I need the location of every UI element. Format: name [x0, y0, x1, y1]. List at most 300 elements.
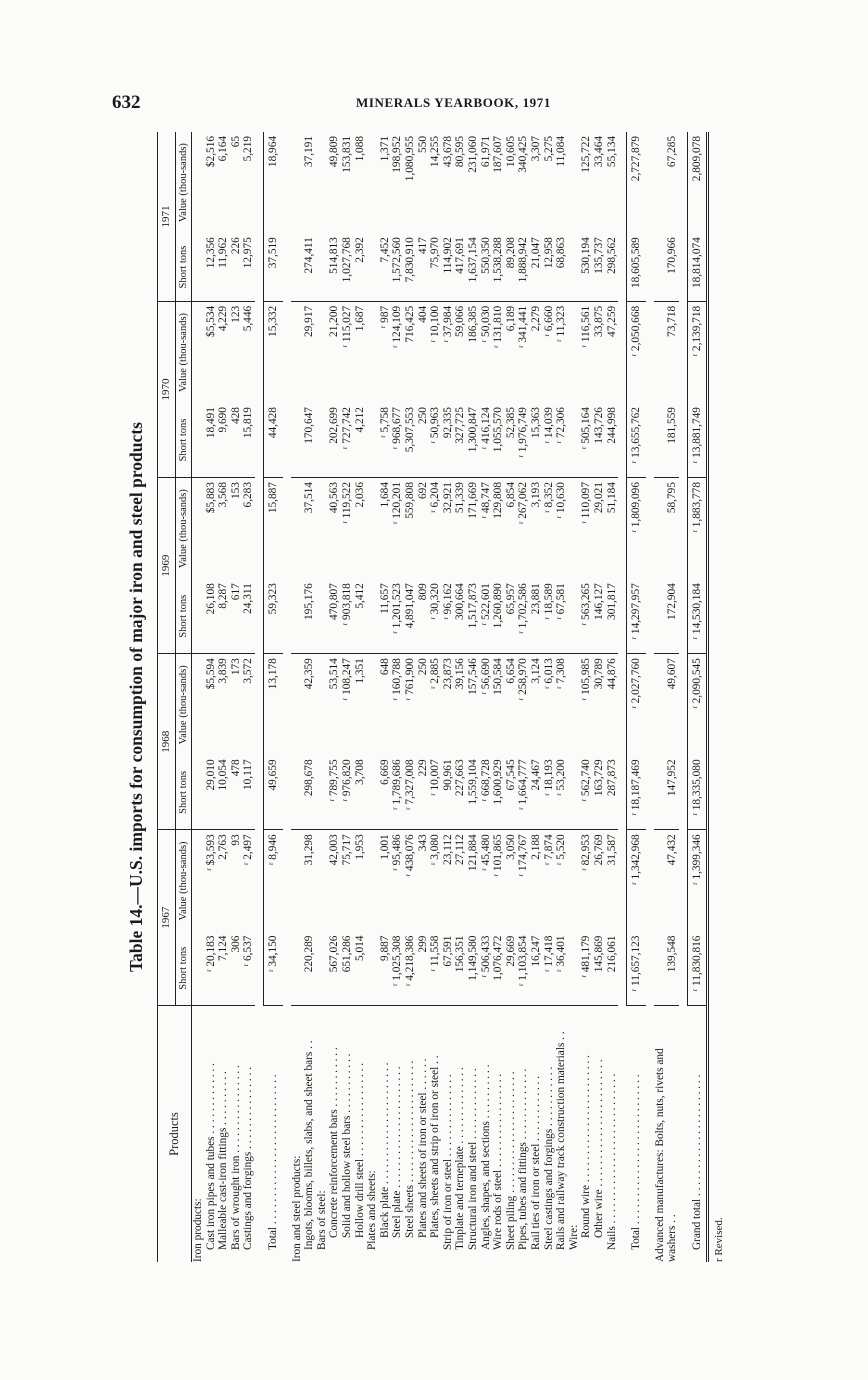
cell-short-tons: 172,904 — [654, 579, 679, 653]
cell-short-tons: ʳ 727,742 — [341, 403, 354, 477]
table-row — [379, 132, 392, 1262]
cell-value: ʳ 1,883,778 — [687, 478, 708, 580]
row-label: Total . . . . . . . . . . . . . . . . . . . . . . . . . . . — [264, 1006, 283, 1263]
cell-short-tons: ʳ 1,976,749 — [517, 403, 530, 477]
cell-short-tons: ʳ 7,327,008 — [404, 755, 417, 829]
cell-short-tons: ʳ 67,581 — [555, 579, 568, 653]
cell-value: ʳ 110,097 — [580, 482, 593, 524]
table-row — [417, 132, 430, 1262]
cell-short-tons: ʳ 36,401 — [555, 935, 568, 972]
cell-value — [316, 301, 329, 403]
rotated-table-frame — [120, 132, 784, 1262]
cell-value: 187,607 — [492, 136, 505, 173]
cell-value: 1,351 — [353, 658, 366, 684]
cell-short-tons: 18,814,074 — [687, 233, 708, 301]
cell-value — [192, 132, 205, 233]
row-label: Strip of iron or steel . . . . . . . . . . . . . . . — [442, 1006, 455, 1263]
cell-short-tons: 1,572,560 — [391, 233, 404, 301]
cell-value: 15,887 — [264, 478, 283, 580]
cell-short-tons: 67,545 — [505, 755, 518, 829]
cell-value: ʳ 2,497 — [242, 834, 255, 866]
cell-value: ʳ 56,690 — [479, 658, 492, 695]
cell-short-tons: 651,286 — [341, 935, 354, 973]
cell-short-tons: 530,194 — [580, 233, 593, 301]
cell-short-tons: 24,311 — [242, 579, 255, 653]
cell-short-tons: 26,108 — [205, 579, 218, 653]
cell-value: ʳ 7,308 — [555, 658, 568, 689]
row-label: Solid and hollow steel bars . . . . . . . . . . . — [341, 1006, 354, 1263]
cell-short-tons: ʳ 20,183 — [204, 935, 217, 972]
cell-short-tons: 12,975 — [242, 233, 255, 301]
cell-short-tons: 227,663 — [454, 755, 467, 829]
cell-short-tons — [568, 579, 581, 653]
row-label: Concrete reinforcement bars . . . . . . . . . . . — [328, 1006, 341, 1263]
cell-value: 30,789 — [592, 658, 605, 690]
cell-value — [568, 654, 581, 756]
cell-short-tons: 146,127 — [593, 579, 606, 653]
cell-short-tons: ʳ 506,433 — [479, 935, 492, 978]
cell-value — [316, 830, 329, 932]
table-row — [517, 132, 530, 1262]
cell-value: 648 — [378, 658, 391, 676]
cell-value: 173 — [229, 658, 242, 676]
cell-value: ʳ 11,323 — [555, 305, 568, 342]
table-row — [316, 132, 329, 1262]
cell-value: 42,359 — [303, 658, 316, 690]
cell-short-tons — [316, 403, 329, 477]
cell-short-tons: 298,678 — [303, 755, 316, 829]
cell-short-tons: 12,356 — [205, 233, 218, 301]
table-row — [205, 132, 218, 1262]
cell-short-tons: ʳ 34,150 — [264, 932, 283, 1006]
cell-value: 32,921 — [441, 482, 454, 514]
cell-short-tons: ʳ 13,881,749 — [687, 403, 708, 477]
cell-value: 2,279 — [529, 305, 542, 332]
cell-value: 15,332 — [264, 301, 283, 403]
cell-value: ʳ 45,480 — [479, 834, 492, 871]
year-header-1969: 1969 — [158, 478, 176, 654]
row-label: Iron and steel products: — [291, 1006, 304, 1263]
cell-value — [366, 301, 379, 403]
table-row — [442, 132, 455, 1262]
cell-short-tons: 170,966 — [654, 233, 679, 301]
cell-short-tons: 67,591 — [441, 935, 454, 967]
table-row — [192, 132, 205, 1262]
row-label: Bars of wrought iron . . . . . . . . . . . . . . . . — [230, 1006, 243, 1263]
cell-short-tons: 15,363 — [530, 403, 543, 477]
cell-value: 39,156 — [454, 658, 467, 690]
cell-short-tons: ʳ 53,200 — [555, 755, 568, 829]
cell-short-tons: ʳ 968,677 — [391, 403, 404, 477]
cell-value: 171,669 — [466, 482, 479, 519]
cell-short-tons: 1,055,570 — [492, 403, 505, 477]
cell-short-tons: ʳ 11,558 — [429, 935, 442, 972]
cell-value: 231,060 — [466, 136, 479, 173]
table-row — [627, 132, 646, 1262]
cell-short-tons: 156,351 — [454, 935, 467, 973]
cell-value: 2,763 — [217, 834, 230, 860]
subheader-value: Value (thou-sands) — [175, 478, 192, 580]
cell-value: 53,514 — [328, 658, 341, 690]
cell-value — [291, 478, 304, 580]
cell-short-tons — [192, 579, 205, 653]
cell-value: 21,200 — [328, 305, 341, 337]
cell-value: 3,307 — [529, 136, 542, 162]
cell-short-tons — [291, 755, 304, 829]
cell-value: 1,088 — [353, 136, 366, 162]
cell-short-tons: 16,247 — [529, 935, 542, 967]
cell-value: 93 — [229, 834, 242, 846]
cell-short-tons: 1,637,154 — [467, 233, 480, 301]
cell-value: 59,066 — [454, 305, 467, 337]
cell-short-tons: 301,817 — [606, 579, 619, 653]
cell-short-tons: 65,957 — [505, 579, 518, 653]
cell-value: 1,687 — [353, 305, 366, 332]
page-number: 632 — [112, 92, 141, 113]
cell-value: $5,594 — [204, 658, 217, 690]
cell-short-tons: 202,699 — [328, 403, 341, 477]
cell-short-tons: 1,600,929 — [492, 755, 505, 829]
cell-short-tons: 567,026 — [328, 935, 341, 973]
cell-short-tons: 90,961 — [442, 755, 455, 829]
cell-short-tons: 139,548 — [666, 935, 679, 973]
row-label: Steel castings and forgings . . . . . . . . . . . — [543, 1006, 556, 1263]
cell-value: ʳ 10,630 — [555, 482, 568, 519]
subheader-short-tons: Short tons — [175, 233, 192, 301]
table-row — [555, 132, 568, 1262]
cell-short-tons: 5,014 — [353, 935, 366, 961]
cell-short-tons: 52,385 — [505, 403, 518, 477]
cell-value: 10,605 — [504, 136, 517, 168]
cell-value: ʳ 8,352 — [542, 482, 555, 513]
cell-value: 2,188 — [529, 834, 542, 860]
cell-value: ʳ 50,030 — [479, 305, 492, 343]
cell-short-tons: 18,605,589 — [627, 233, 646, 301]
table-row — [618, 132, 627, 1262]
subheader-short-tons: Short tons — [175, 579, 192, 653]
row-label: Rails and railway track construction materials . . — [555, 1006, 568, 1263]
cell-short-tons — [192, 932, 205, 1006]
cell-value: ʳ 6,204 — [429, 482, 442, 513]
cell-value: ʳ 5,520 — [555, 834, 568, 866]
table-row — [480, 132, 493, 1262]
cell-short-tons: ʳ 11,830,816 — [687, 932, 708, 1006]
cell-value: 1,001 — [378, 834, 391, 860]
cell-short-tons — [366, 755, 379, 829]
cell-short-tons: ʳ 416,124 — [480, 403, 493, 477]
cell-short-tons: 1,076,472 — [492, 935, 505, 981]
cell-short-tons: 5,412 — [354, 579, 367, 653]
row-label: Tinplate and terneplate . . . . . . . . . . . . . . — [454, 1006, 467, 1263]
cell-short-tons: 229 — [417, 755, 430, 829]
cell-value: 65 — [229, 136, 242, 148]
cell-value: 29,021 — [592, 482, 605, 514]
cell-value: 121,884 — [466, 834, 479, 872]
cell-short-tons: 417 — [417, 233, 430, 301]
cell-value: 6,283 — [242, 482, 255, 508]
year-header-1971: 1971 — [158, 132, 176, 301]
cell-short-tons — [568, 755, 581, 829]
year-header-1967: 1967 — [158, 830, 176, 1006]
cell-short-tons: 1,149,580 — [466, 935, 479, 981]
cell-short-tons: 327,725 — [454, 403, 467, 477]
cell-value: 47,432 — [666, 834, 679, 866]
row-label: Malleable cast-iron fittings . . . . . . . . . . — [217, 1006, 230, 1263]
cell-short-tons: 1,300,847 — [467, 403, 480, 477]
footnote: r Revised. — [713, 1217, 726, 1262]
cell-value: 33,875 — [592, 305, 605, 337]
cell-value — [192, 830, 205, 932]
row-label: Plates and sheets of iron or steel . . . . . . — [417, 1006, 430, 1263]
cell-short-tons: 11,657 — [379, 579, 392, 653]
cell-value: 23,112 — [441, 834, 454, 865]
cell-value: $5,883 — [204, 482, 217, 514]
cell-value: 153,831 — [341, 136, 354, 173]
subheader-value: Value (thou-sands) — [175, 830, 192, 932]
cell-short-tons — [291, 932, 304, 1006]
cell-short-tons: ʳ 18,335,080 — [687, 755, 708, 829]
cell-short-tons: ʳ 14,039 — [543, 403, 556, 477]
table-row — [429, 132, 442, 1262]
cell-short-tons — [366, 932, 379, 1006]
subheader-short-tons: Short tons — [175, 755, 192, 829]
cell-short-tons: ʳ 17,418 — [542, 935, 555, 972]
cell-value: 123 — [229, 305, 242, 323]
table-title: Table 14.—U.S. imports for consumption of major iron and steel products — [126, 422, 146, 972]
cell-value: 1,080,955 — [404, 136, 416, 182]
cell-value: 13,178 — [264, 654, 283, 756]
cell-value: 49,809 — [328, 136, 341, 168]
cell-short-tons: 300,664 — [454, 579, 467, 653]
cell-short-tons — [568, 233, 581, 301]
cell-value: ʳ 160,788 — [391, 658, 404, 701]
cell-short-tons: 617 — [230, 579, 243, 653]
row-label: Castings and forgings . . . . . . . . . . . . . . . — [242, 1006, 255, 1263]
cell-value: 44,876 — [605, 658, 618, 690]
cell-value: 2,036 — [353, 482, 366, 508]
cell-value: ʳ 131,810 — [492, 305, 505, 348]
cell-value — [568, 132, 581, 233]
cell-value: 5,275 — [542, 136, 555, 162]
cell-value — [316, 478, 329, 580]
cell-short-tons: 21,047 — [530, 233, 543, 301]
cell-short-tons: ʳ 18,187,469 — [627, 755, 646, 829]
cell-short-tons: 809 — [417, 579, 430, 653]
table-row — [568, 132, 581, 1262]
cell-value: $5,534 — [204, 305, 217, 337]
cell-short-tons: 298,562 — [606, 233, 619, 301]
row-label: Wire rods of steel . . . . . . . . . . . . . . . . . — [492, 1006, 505, 1263]
cell-value: 5,446 — [242, 305, 255, 332]
cell-value — [366, 478, 379, 580]
cell-value: ʳ 37,984 — [441, 305, 454, 343]
cell-value — [192, 301, 205, 403]
cell-short-tons: ʳ 1,664,777 — [517, 755, 530, 829]
cell-value: 73,718 — [666, 305, 679, 337]
row-label: Steel plate . . . . . . . . . . . . . . . . . . . . . . — [391, 1006, 404, 1263]
cell-short-tons: ʳ 522,601 — [480, 579, 493, 653]
cell-value: 33,464 — [592, 136, 605, 168]
cell-short-tons: 181,559 — [654, 403, 679, 477]
cell-value: 186,385 — [466, 305, 479, 343]
cell-short-tons: ʳ 5,758 — [379, 403, 392, 477]
cell-short-tons: 170,647 — [303, 403, 316, 477]
imports-table — [157, 132, 709, 1262]
subheader-value: Value (thou-sands) — [175, 132, 192, 233]
cell-short-tons: ʳ 562,740 — [580, 755, 593, 829]
cell-value: ʳ 120,201 — [391, 482, 404, 525]
cell-short-tons: 114,902 — [442, 233, 455, 301]
cell-short-tons: ʳ 13,655,762 — [627, 403, 646, 477]
cell-value: ʳ 48,747 — [479, 482, 492, 519]
cell-short-tons: 59,323 — [264, 579, 283, 653]
cell-short-tons: ʳ 14,530,184 — [687, 579, 708, 653]
cell-short-tons: 7,452 — [379, 233, 392, 301]
cell-short-tons: 1,027,768 — [341, 233, 354, 301]
cell-short-tons: 514,813 — [328, 233, 341, 301]
year-header-1970: 1970 — [158, 301, 176, 477]
cell-short-tons: 68,863 — [555, 233, 568, 301]
cell-value: ʳ 1,342,968 — [627, 830, 646, 932]
cell-short-tons: 9,690 — [217, 403, 230, 477]
table-row — [341, 132, 354, 1262]
cell-value — [366, 830, 379, 932]
cell-short-tons: 2,392 — [354, 233, 367, 301]
subheader-value: Value (thou-sands) — [175, 301, 192, 403]
cell-short-tons: 428 — [230, 403, 243, 477]
row-label: Sheet piling . . . . . . . . . . . . . . . . . . . . . . — [505, 1006, 518, 1263]
cell-value: ʳ 119,522 — [341, 482, 354, 524]
cell-value: $2,516 — [204, 136, 217, 168]
table-row — [505, 132, 518, 1262]
cell-short-tons: 18,491 — [205, 403, 218, 477]
cell-short-tons: ʳ 1,702,586 — [517, 579, 530, 653]
cell-short-tons: 12,958 — [543, 233, 556, 301]
row-label: Hollow drill steel . . . . . . . . . . . . . . . . . — [354, 1006, 367, 1263]
row-label: Pipes, tubes and fittings . . . . . . . . . . . . . — [517, 1006, 530, 1263]
cell-short-tons: 3,708 — [354, 755, 367, 829]
table-row — [255, 132, 264, 1262]
cell-short-tons: 75,970 — [429, 233, 442, 301]
row-label: Iron products: — [192, 1006, 205, 1263]
cell-value: 27,112 — [454, 834, 467, 865]
cell-short-tons — [366, 579, 379, 653]
cell-short-tons: 1,517,873 — [467, 579, 480, 653]
row-label: Grand total . . . . . . . . . . . . . . . . . . . . . . — [687, 1006, 708, 1263]
cell-value: 80,595 — [454, 136, 467, 168]
cell-value: 3,050 — [504, 834, 517, 860]
cell-short-tons: 4,891,047 — [404, 579, 417, 653]
cell-short-tons: 470,807 — [328, 579, 341, 653]
cell-short-tons — [192, 755, 205, 829]
cell-value: ʳ 341,441 — [517, 305, 530, 348]
cell-value: 250 — [416, 658, 429, 676]
cell-value: ʳ 8,946 — [264, 830, 283, 932]
row-label: Bars of steel: — [316, 1006, 329, 1263]
cell-value: 42,003 — [328, 834, 341, 866]
cell-value: ʳ 10,100 — [429, 305, 442, 343]
cell-short-tons: 135,737 — [593, 233, 606, 301]
products-header: Products — [158, 1006, 192, 1263]
cell-short-tons: 195,176 — [303, 579, 316, 653]
cell-value: 26,769 — [592, 834, 605, 866]
cell-short-tons: ʳ 11,657,123 — [627, 932, 646, 1006]
cell-value: ʳ 2,090,545 — [687, 654, 708, 756]
cell-short-tons: ʳ 4,218,386 — [404, 935, 416, 987]
year-header-1968: 1968 — [158, 654, 176, 830]
cell-short-tons: ʳ 6,537 — [242, 935, 255, 967]
cell-value: ʳ 2,050,668 — [627, 301, 646, 403]
cell-value: 11,084 — [555, 136, 568, 167]
cell-value: 29,917 — [303, 305, 316, 337]
cell-short-tons: ʳ 18,193 — [543, 755, 556, 829]
cell-short-tons: 220,289 — [303, 935, 316, 973]
cell-short-tons — [192, 233, 205, 301]
cell-value: 3,124 — [529, 658, 542, 684]
cell-value: 51,184 — [605, 482, 618, 514]
cell-short-tons: 1,888,942 — [517, 233, 530, 301]
cell-value: ʳ 1,399,346 — [687, 830, 708, 932]
cell-value: ʳ 116,561 — [580, 305, 593, 348]
cell-short-tons — [316, 233, 329, 301]
cell-short-tons: 29,010 — [205, 755, 218, 829]
table-row — [646, 132, 654, 1262]
cell-value: ʳ 438,076 — [404, 834, 416, 877]
cell-value: 550 — [416, 136, 429, 153]
table-body — [192, 132, 708, 1262]
cell-value: 49,607 — [666, 658, 679, 690]
cell-value: 125,722 — [580, 136, 593, 173]
cell-value — [568, 301, 581, 403]
table-row — [366, 132, 379, 1262]
row-label: Ingots, blooms, billets, slabs, and sheet bars . . — [303, 1006, 316, 1263]
cell-short-tons: 6,669 — [379, 755, 392, 829]
cell-value: 43,678 — [441, 136, 454, 168]
cell-short-tons: 306 — [229, 935, 242, 953]
cell-value: 340,425 — [517, 136, 530, 173]
table-row — [687, 132, 708, 1262]
cell-short-tons: ʳ 30,320 — [429, 579, 442, 653]
cell-short-tons: 49,659 — [264, 755, 283, 829]
cell-short-tons: 5,307,553 — [404, 403, 417, 477]
table-row — [230, 132, 243, 1262]
cell-value: ʳ $3,593 — [204, 834, 217, 871]
cell-short-tons: 299 — [416, 935, 429, 953]
cell-value: 23,873 — [441, 658, 454, 690]
table-row — [217, 132, 230, 1262]
cell-value: ʳ 987 — [378, 305, 391, 329]
cell-short-tons: 89,208 — [505, 233, 518, 301]
cell-short-tons: 37,519 — [264, 233, 283, 301]
table-row — [492, 132, 505, 1262]
cell-short-tons: 44,428 — [264, 403, 283, 477]
cell-value: 150,584 — [492, 658, 505, 695]
cell-value: 3,193 — [529, 482, 542, 508]
cell-value: ʳ 1,809,096 — [627, 478, 646, 580]
cell-value: ʳ 6,660 — [542, 305, 555, 337]
cell-value: 3,572 — [242, 658, 255, 684]
row-label: Angles, shapes, and sections . . . . . . . . . . — [480, 1006, 493, 1263]
cell-value: ʳ 101,865 — [492, 834, 505, 877]
cell-short-tons: ʳ 903,818 — [341, 579, 354, 653]
cell-value — [366, 654, 379, 756]
table-row — [291, 132, 304, 1262]
table-row — [391, 132, 404, 1262]
cell-value — [291, 132, 304, 233]
cell-short-tons: ʳ 563,265 — [580, 579, 593, 653]
cell-short-tons — [366, 403, 379, 477]
cell-value: 3,568 — [217, 482, 230, 508]
